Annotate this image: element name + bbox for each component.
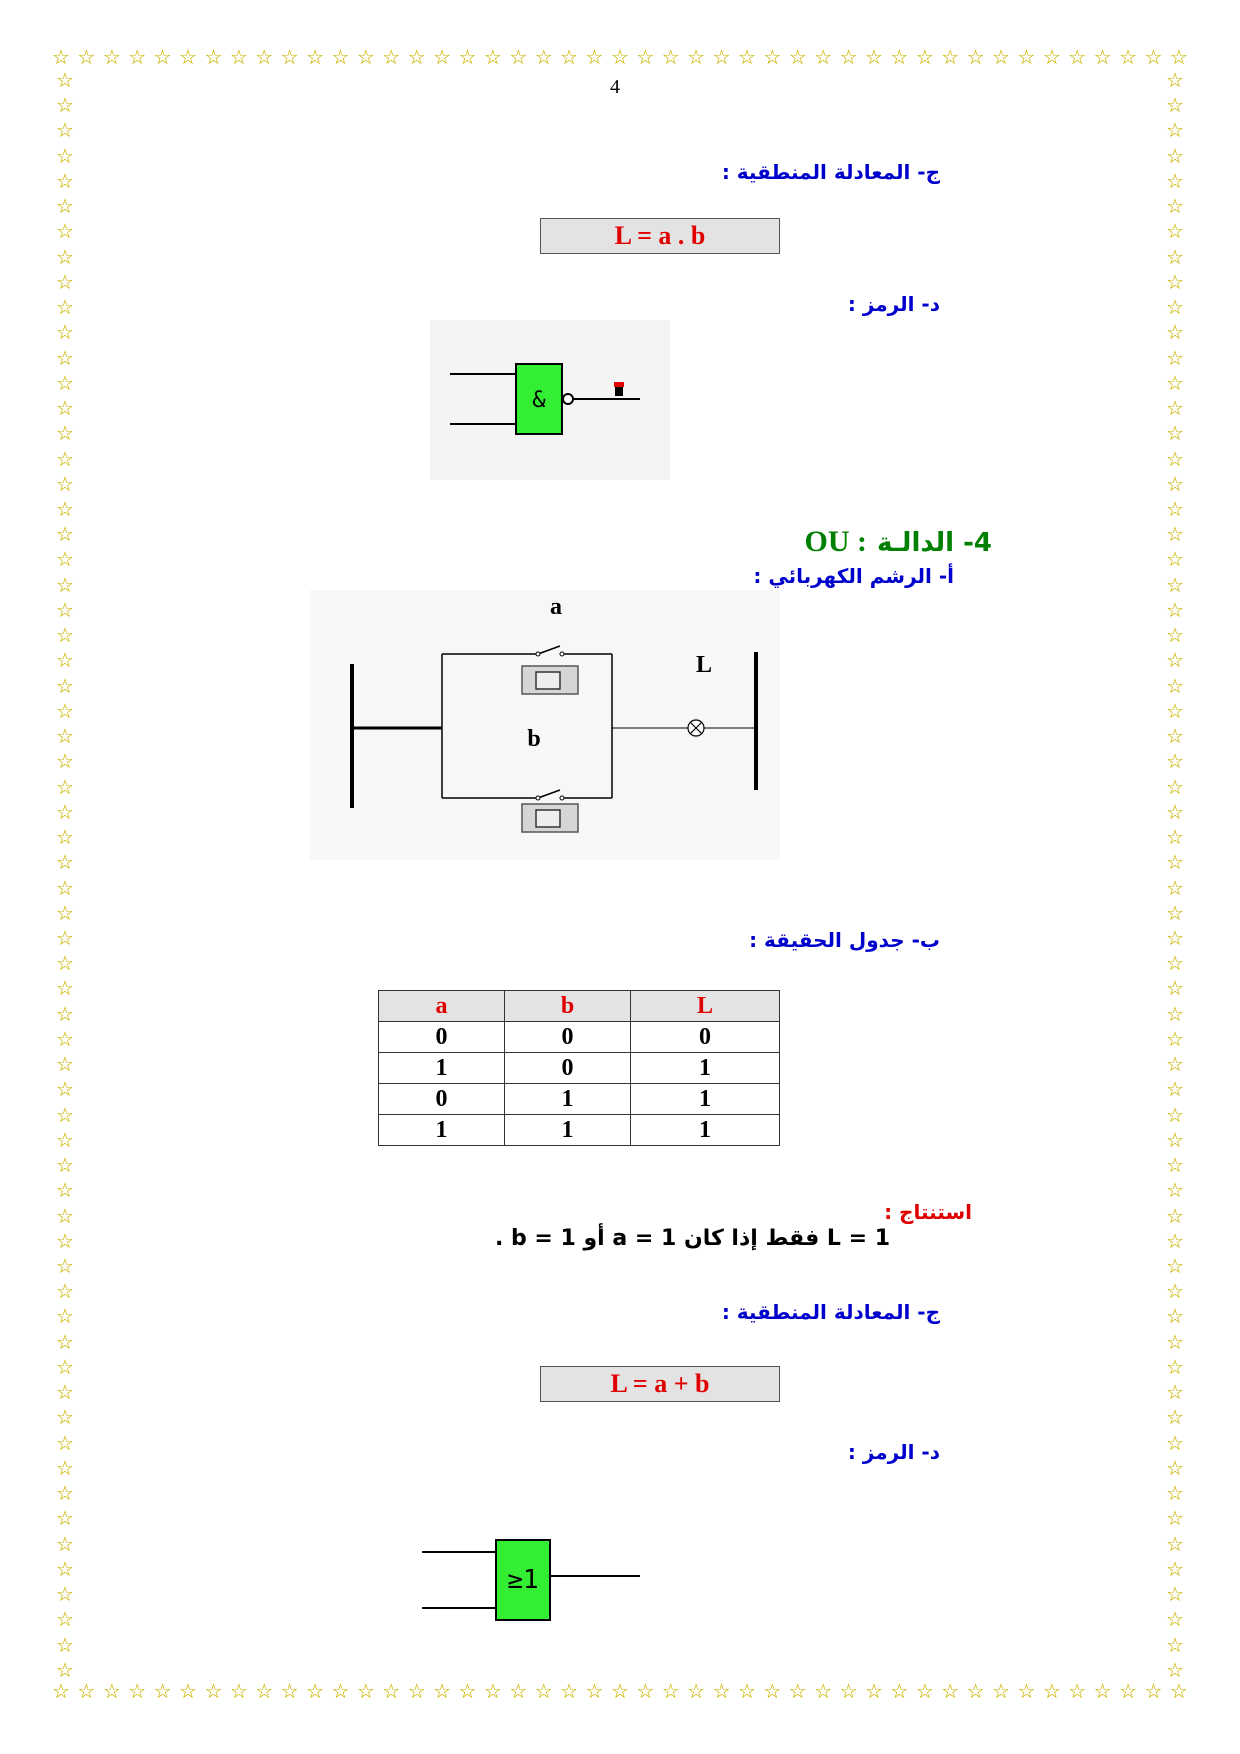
label-a: a	[550, 594, 562, 620]
star-icon: ☆	[1166, 1001, 1184, 1026]
star-icon: ☆	[56, 1304, 74, 1329]
star-icon: ☆	[56, 1127, 74, 1152]
star-icon: ☆	[1166, 774, 1184, 799]
star-icon: ☆	[1042, 45, 1061, 69]
star-icon: ☆	[636, 1679, 655, 1703]
star-icon: ☆	[56, 1203, 74, 1228]
star-icon: ☆	[534, 45, 553, 69]
star-icon: ☆	[382, 1679, 401, 1703]
star-icon: ☆	[1166, 1506, 1184, 1531]
star-icon: ☆	[56, 1153, 74, 1178]
or-title-name: OU :	[804, 525, 868, 558]
star-icon: ☆	[458, 45, 477, 69]
star-icon: ☆	[56, 345, 74, 370]
star-icon: ☆	[585, 45, 604, 69]
star-icon: ☆	[966, 1679, 985, 1703]
star-icon: ☆	[687, 1679, 706, 1703]
star-icon: ☆	[1166, 1026, 1184, 1051]
star-icon: ☆	[1166, 1455, 1184, 1480]
star-icon: ☆	[56, 1254, 74, 1279]
page-number: 4	[610, 76, 620, 98]
star-icon: ☆	[534, 1679, 553, 1703]
col-header-b: b	[505, 991, 631, 1022]
star-icon: ☆	[788, 1679, 807, 1703]
star-icon: ☆	[56, 93, 74, 118]
star-icon: ☆	[1093, 1679, 1112, 1703]
star-icon: ☆	[712, 45, 731, 69]
star-icon: ☆	[1166, 396, 1184, 421]
star-icon: ☆	[331, 1679, 350, 1703]
star-icon: ☆	[1166, 673, 1184, 698]
star-icon: ☆	[483, 1679, 502, 1703]
label-L: L	[695, 652, 713, 678]
star-icon: ☆	[1166, 421, 1184, 446]
star-icon: ☆	[1166, 648, 1184, 673]
star-icon: ☆	[56, 749, 74, 774]
star-icon: ☆	[712, 1679, 731, 1703]
star-icon: ☆	[56, 1657, 74, 1682]
star-icon: ☆	[1166, 1531, 1184, 1556]
star-icon: ☆	[1166, 1329, 1184, 1354]
star-icon: ☆	[1166, 900, 1184, 925]
star-icon: ☆	[306, 45, 324, 69]
star-icon: ☆	[1166, 446, 1184, 471]
star-border-left	[52, 70, 78, 1680]
star-icon: ☆	[1166, 1153, 1184, 1178]
star-icon: ☆	[56, 1077, 74, 1102]
star-icon: ☆	[992, 1679, 1010, 1703]
or-title-number: 4- الدالـة	[877, 528, 992, 558]
or-equation-heading: ج- المعادلة المنطقية :	[721, 1300, 940, 1324]
star-icon: ☆	[1042, 1679, 1061, 1703]
star-icon: ☆	[1166, 320, 1184, 345]
switch-a-button-icon	[522, 666, 578, 694]
star-icon: ☆	[56, 295, 74, 320]
star-icon: ☆	[204, 45, 223, 69]
star-icon: ☆	[1144, 1679, 1163, 1703]
table-row	[379, 1084, 780, 1115]
star-icon: ☆	[56, 1430, 74, 1455]
nand-gate-label: &	[532, 388, 546, 413]
star-icon: ☆	[1166, 1354, 1184, 1379]
star-icon: ☆	[1169, 1679, 1188, 1703]
star-icon: ☆	[255, 45, 274, 69]
or-symbol-heading: د- الرمز :	[847, 1440, 940, 1464]
star-icon: ☆	[941, 45, 960, 69]
star-icon: ☆	[56, 496, 74, 521]
star-icon: ☆	[1166, 1228, 1184, 1253]
star-icon: ☆	[356, 45, 375, 69]
star-icon: ☆	[1166, 1380, 1184, 1405]
or-circuit-diagram	[310, 590, 780, 860]
star-icon: ☆	[1166, 471, 1184, 496]
table-row	[379, 1053, 780, 1084]
star-icon: ☆	[56, 396, 74, 421]
star-icon: ☆	[1166, 1607, 1184, 1632]
star-icon: ☆	[56, 522, 74, 547]
star-icon: ☆	[661, 45, 680, 69]
star-icon: ☆	[56, 1506, 74, 1531]
star-icon: ☆	[610, 1679, 629, 1703]
nand-gate-symbol	[430, 320, 670, 480]
star-icon: ☆	[56, 951, 74, 976]
star-icon: ☆	[433, 45, 452, 69]
star-icon: ☆	[1093, 45, 1112, 69]
star-icon: ☆	[1166, 1582, 1184, 1607]
star-icon: ☆	[229, 1679, 248, 1703]
star-icon: ☆	[1166, 1203, 1184, 1228]
star-icon: ☆	[56, 799, 74, 824]
star-icon: ☆	[407, 45, 426, 69]
star-icon: ☆	[56, 1178, 74, 1203]
star-icon: ☆	[1017, 45, 1036, 69]
star-icon: ☆	[102, 1679, 121, 1703]
star-icon: ☆	[1169, 45, 1188, 69]
star-icon: ☆	[56, 1026, 74, 1051]
star-icon: ☆	[1166, 295, 1184, 320]
and-equation-box	[540, 218, 780, 254]
star-icon: ☆	[865, 1679, 883, 1703]
star-icon: ☆	[56, 168, 74, 193]
star-icon: ☆	[915, 1679, 934, 1703]
star-icon: ☆	[56, 1455, 74, 1480]
star-icon: ☆	[56, 698, 74, 723]
star-icon: ☆	[966, 45, 985, 69]
star-icon: ☆	[814, 45, 833, 69]
star-icon: ☆	[56, 976, 74, 1001]
star-icon: ☆	[56, 1380, 74, 1405]
star-icon: ☆	[1166, 143, 1184, 168]
star-icon: ☆	[1017, 1679, 1036, 1703]
star-icon: ☆	[56, 572, 74, 597]
star-icon: ☆	[56, 1354, 74, 1379]
col-header-a: a	[379, 991, 505, 1022]
star-icon: ☆	[1166, 1430, 1184, 1455]
star-icon: ☆	[890, 45, 909, 69]
star-border-bottom	[52, 1678, 1188, 1704]
cell: 0	[631, 1022, 780, 1053]
star-icon: ☆	[77, 1679, 96, 1703]
star-icon: ☆	[1166, 925, 1184, 950]
star-icon: ☆	[1166, 68, 1184, 92]
star-icon: ☆	[56, 1228, 74, 1253]
cell: 1	[379, 1115, 505, 1146]
star-icon: ☆	[1166, 572, 1184, 597]
star-icon: ☆	[52, 1679, 70, 1703]
star-icon: ☆	[610, 45, 629, 69]
star-icon: ☆	[1166, 698, 1184, 723]
cell: 1	[379, 1053, 505, 1084]
lamp-icon	[688, 720, 704, 736]
and-symbol-heading: د- الرمز :	[847, 292, 940, 316]
truth-table-header-row	[379, 991, 780, 1022]
star-icon: ☆	[814, 1679, 833, 1703]
star-icon: ☆	[56, 370, 74, 395]
star-icon: ☆	[56, 219, 74, 244]
star-icon: ☆	[56, 1405, 74, 1430]
star-icon: ☆	[128, 45, 147, 69]
star-icon: ☆	[992, 45, 1010, 69]
star-icon: ☆	[1166, 1304, 1184, 1329]
star-icon: ☆	[229, 45, 248, 69]
star-icon: ☆	[941, 1679, 960, 1703]
star-icon: ☆	[56, 320, 74, 345]
star-icon: ☆	[1166, 623, 1184, 648]
star-icon: ☆	[153, 1679, 172, 1703]
conclusion-heading: استنتاج :	[884, 1200, 972, 1224]
star-icon: ☆	[737, 1679, 756, 1703]
star-icon: ☆	[458, 1679, 477, 1703]
star-icon: ☆	[1119, 45, 1137, 69]
star-icon: ☆	[1166, 1178, 1184, 1203]
star-icon: ☆	[56, 269, 74, 294]
star-icon: ☆	[1166, 93, 1184, 118]
cell: 1	[505, 1084, 631, 1115]
star-icon: ☆	[56, 68, 74, 92]
star-icon: ☆	[56, 1556, 74, 1581]
star-icon: ☆	[356, 1679, 375, 1703]
star-icon: ☆	[509, 1679, 528, 1703]
col-header-L: L	[631, 991, 780, 1022]
switch-b-button-icon	[522, 804, 578, 832]
and-equation: L = a . b	[614, 221, 706, 250]
star-icon: ☆	[255, 1679, 274, 1703]
star-icon: ☆	[56, 925, 74, 950]
or-circuit-heading: أ- الرشم الكهربائي :	[753, 564, 954, 588]
star-icon: ☆	[56, 118, 74, 143]
star-icon: ☆	[1166, 547, 1184, 572]
star-icon: ☆	[56, 1329, 74, 1354]
star-icon: ☆	[1166, 749, 1184, 774]
star-icon: ☆	[839, 45, 858, 69]
star-icon: ☆	[56, 825, 74, 850]
star-icon: ☆	[56, 774, 74, 799]
table-row	[379, 1115, 780, 1146]
star-icon: ☆	[1166, 496, 1184, 521]
star-icon: ☆	[636, 45, 655, 69]
star-icon: ☆	[56, 244, 74, 269]
label-b: b	[527, 726, 541, 752]
star-icon: ☆	[128, 1679, 147, 1703]
star-icon: ☆	[915, 45, 934, 69]
star-icon: ☆	[56, 471, 74, 496]
star-icon: ☆	[1166, 269, 1184, 294]
star-icon: ☆	[1166, 522, 1184, 547]
star-icon: ☆	[280, 1679, 299, 1703]
star-icon: ☆	[1068, 45, 1087, 69]
truth-table-heading: ب- جدول الحقيقة :	[749, 928, 940, 952]
star-icon: ☆	[1166, 597, 1184, 622]
star-icon: ☆	[1166, 345, 1184, 370]
star-icon: ☆	[56, 446, 74, 471]
star-icon: ☆	[331, 45, 350, 69]
star-icon: ☆	[407, 1679, 426, 1703]
star-icon: ☆	[1166, 219, 1184, 244]
star-icon: ☆	[687, 45, 706, 69]
star-icon: ☆	[56, 1607, 74, 1632]
star-icon: ☆	[56, 547, 74, 572]
star-icon: ☆	[433, 1679, 452, 1703]
star-icon: ☆	[56, 900, 74, 925]
star-icon: ☆	[1166, 168, 1184, 193]
star-icon: ☆	[306, 1679, 324, 1703]
star-icon: ☆	[483, 45, 502, 69]
star-icon: ☆	[56, 194, 74, 219]
star-icon: ☆	[1166, 1556, 1184, 1581]
star-icon: ☆	[1166, 1077, 1184, 1102]
star-icon: ☆	[1166, 1657, 1184, 1682]
star-icon: ☆	[1166, 724, 1184, 749]
cell: 0	[379, 1084, 505, 1115]
and-equation-heading: ج- المعادلة المنطقية :	[721, 160, 940, 184]
star-icon: ☆	[1166, 370, 1184, 395]
star-icon: ☆	[1166, 825, 1184, 850]
star-icon: ☆	[1166, 1254, 1184, 1279]
star-icon: ☆	[179, 45, 197, 69]
star-icon: ☆	[1166, 244, 1184, 269]
cell: 0	[505, 1022, 631, 1053]
star-icon: ☆	[737, 45, 756, 69]
or-gate-symbol	[410, 1530, 650, 1630]
star-icon: ☆	[1068, 1679, 1087, 1703]
star-icon: ☆	[56, 1531, 74, 1556]
star-icon: ☆	[1166, 951, 1184, 976]
star-icon: ☆	[1166, 1481, 1184, 1506]
star-icon: ☆	[788, 45, 807, 69]
star-icon: ☆	[661, 1679, 680, 1703]
star-icon: ☆	[56, 875, 74, 900]
star-icon: ☆	[56, 1481, 74, 1506]
star-icon: ☆	[1119, 1679, 1137, 1703]
star-icon: ☆	[1166, 850, 1184, 875]
star-icon: ☆	[1166, 1632, 1184, 1657]
star-icon: ☆	[890, 1679, 909, 1703]
star-icon: ☆	[56, 623, 74, 648]
cell: 1	[631, 1053, 780, 1084]
star-icon: ☆	[1166, 1405, 1184, 1430]
star-icon: ☆	[1166, 875, 1184, 900]
star-icon: ☆	[56, 724, 74, 749]
star-icon: ☆	[560, 45, 579, 69]
cell: 1	[505, 1115, 631, 1146]
star-icon: ☆	[52, 45, 70, 69]
star-icon: ☆	[1166, 118, 1184, 143]
star-icon: ☆	[1166, 1052, 1184, 1077]
table-row	[379, 1022, 780, 1053]
star-icon: ☆	[204, 1679, 223, 1703]
cell: 1	[631, 1115, 780, 1146]
star-icon: ☆	[280, 45, 299, 69]
star-icon: ☆	[1166, 976, 1184, 1001]
star-icon: ☆	[153, 45, 172, 69]
star-icon: ☆	[763, 1679, 782, 1703]
star-icon: ☆	[1144, 45, 1163, 69]
star-icon: ☆	[56, 1052, 74, 1077]
star-icon: ☆	[77, 45, 96, 69]
star-icon: ☆	[1166, 1127, 1184, 1152]
star-icon: ☆	[56, 1001, 74, 1026]
star-icon: ☆	[102, 45, 121, 69]
star-icon: ☆	[56, 673, 74, 698]
star-icon: ☆	[585, 1679, 604, 1703]
star-icon: ☆	[56, 1279, 74, 1304]
cell: 0	[505, 1053, 631, 1084]
star-icon: ☆	[56, 1632, 74, 1657]
cell: 1	[631, 1084, 780, 1115]
star-icon: ☆	[1166, 194, 1184, 219]
or-equation-box	[540, 1366, 780, 1402]
or-equation: L = a + b	[610, 1369, 710, 1398]
star-icon: ☆	[179, 1679, 197, 1703]
star-icon: ☆	[56, 143, 74, 168]
star-icon: ☆	[56, 1102, 74, 1127]
star-icon: ☆	[56, 1582, 74, 1607]
or-section-title	[805, 525, 992, 559]
star-border-right	[1162, 70, 1188, 1680]
star-icon: ☆	[865, 45, 883, 69]
star-icon: ☆	[509, 45, 528, 69]
star-icon: ☆	[763, 45, 782, 69]
star-icon: ☆	[1166, 1102, 1184, 1127]
star-icon: ☆	[56, 597, 74, 622]
conclusion-text: L = 1 فقط إذا كان a = 1 أو b = 1 .	[494, 1226, 890, 1251]
star-icon: ☆	[839, 1679, 858, 1703]
star-border-top	[52, 44, 1188, 70]
star-icon: ☆	[56, 421, 74, 446]
or-gate-label: ≥1	[507, 1565, 539, 1595]
star-icon: ☆	[1166, 799, 1184, 824]
truth-table	[378, 990, 780, 1146]
star-icon: ☆	[1166, 1279, 1184, 1304]
star-icon: ☆	[56, 648, 74, 673]
star-icon: ☆	[382, 45, 401, 69]
star-icon: ☆	[56, 850, 74, 875]
cell: 0	[379, 1022, 505, 1053]
star-icon: ☆	[560, 1679, 579, 1703]
